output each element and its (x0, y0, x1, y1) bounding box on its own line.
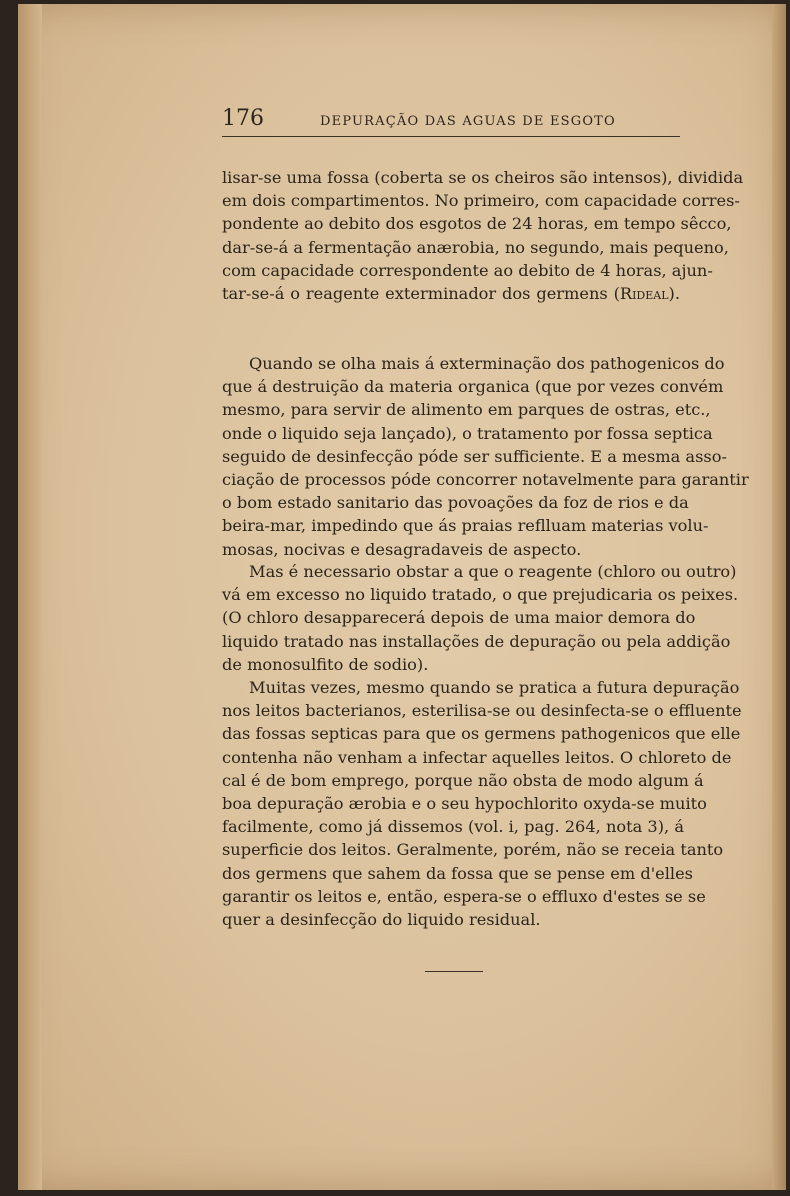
text-line: facilmente, como já dissemos (vol. i, pag. 264, nota 3), á (222, 817, 684, 837)
paragraph-reagente (222, 560, 739, 676)
running-title: DEPURAÇÃO DAS AGUAS DE ESGOTO (320, 114, 616, 129)
page-edge (772, 4, 786, 1190)
text-line: com capacidade correspondente ao debito de 4 horas, ajun- (222, 260, 713, 280)
section-end-rule (425, 971, 483, 972)
text-line: mosas, nocivas e desagradaveis de aspecto. (222, 539, 582, 559)
line-prefix: tar-se-á o reagente exterminador dos germens ( (222, 284, 620, 304)
text-line: lisar-se uma fossa (coberta se os cheiros são intensos), dividida (222, 168, 744, 187)
paragraph-continuation (222, 166, 744, 305)
text-line (222, 282, 680, 305)
text-line: dos germens que sahem da fossa que se pense em d'elles (222, 863, 693, 883)
text-line: dar-se-á a fermentação anærobia, no segundo, mais pequeno, (222, 237, 729, 257)
text-line: mesmo, para servir de alimento em parques de ostras, etc., (222, 400, 711, 420)
paragraph-leitos (222, 676, 742, 931)
text-line: que á destruição da materia organica (que por vezes convém (222, 377, 724, 397)
page-header (222, 106, 680, 137)
text-line: das fossas septicas para que os germens pathogenicos que elle (222, 724, 741, 744)
text-line: Mas é necessario obstar a que o reagente (chloro ou outro) (249, 562, 737, 581)
text-line: quer a desinfecção do liquido residual. (222, 910, 541, 930)
text-line: contenha não venham a infectar aquelles leitos. O chloreto de (222, 747, 732, 767)
text-line: liquido tratado nas installações de depuração ou pela addição (222, 631, 731, 651)
text-line: ciação de processos póde concorrer notavelmente para garantir (222, 470, 749, 490)
text-line: cal é de bom emprego, porque não obsta de modo algum á (222, 770, 704, 790)
author-name: Rideal (619, 284, 669, 304)
text-line: (O chloro desapparecerá depois de uma maior demora do (222, 608, 696, 628)
text-line: vá em excesso no liquido tratado, o que prejudicaria os peixes. (222, 585, 739, 605)
line-suffix: ). (668, 284, 680, 304)
text-line: Quando se olha mais á exterminação dos pathogenicos do (249, 354, 725, 373)
text-line: onde o liquido seja lançado), o tratamento por fossa septica (222, 423, 713, 443)
text-line: garantir os leitos e, então, espera-se o effluxo d'estes se se (222, 886, 706, 906)
page-number: 176 (222, 106, 264, 131)
text-line: superficie dos leitos. Geralmente, porém, não se receia tanto (222, 840, 724, 860)
text-line: em dois compartimentos. No primeiro, com capacidade corres- (222, 191, 740, 211)
text-line: pondente ao debito dos esgotos de 24 horas, em tempo sêcco, (222, 214, 732, 234)
text-line: o bom estado sanitario das povoações da foz de rios e da (222, 493, 689, 513)
paragraph-pathogenicos (222, 352, 749, 561)
text-line: Muitas vezes, mesmo quando se pratica a futura depuração (249, 678, 740, 697)
text-line: beira-mar, impedindo que ás praias reflluam materias volu- (222, 516, 709, 536)
text-line: seguido de desinfecção póde ser sufficiente. E a mesma asso- (222, 446, 727, 466)
text-line: nos leitos bacterianos, esterilisa-se ou desinfecta-se o effluente (222, 701, 742, 721)
text-line: boa depuração ærobia e o seu hypochlorito oxyda-se muito (222, 794, 707, 814)
page-gutter (18, 4, 42, 1190)
text-line: de monosulfito de sodio). (222, 654, 429, 674)
